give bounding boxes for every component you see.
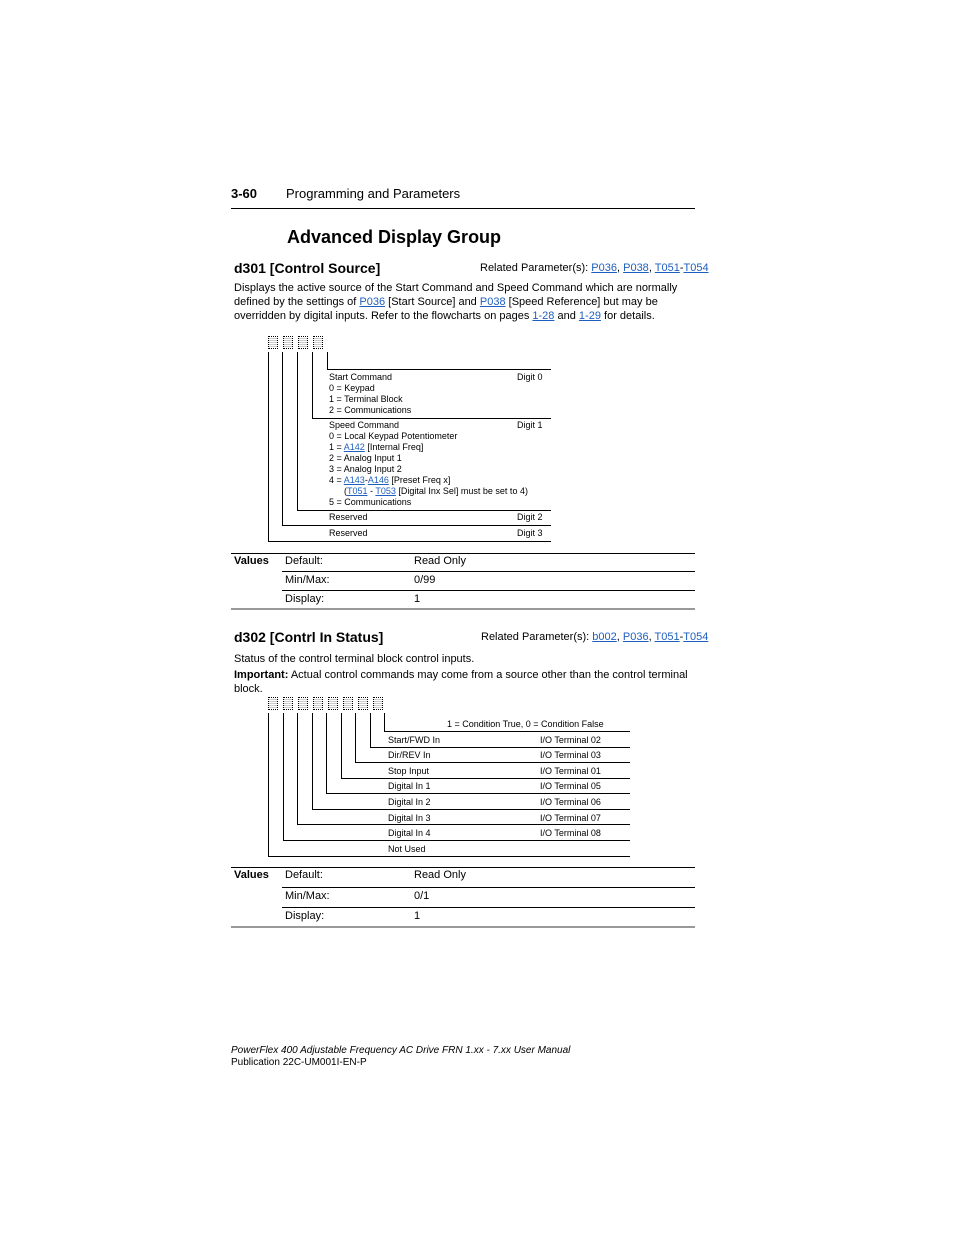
link-a142[interactable]: A142 — [343, 442, 365, 452]
digit3-label: Digit 3 — [517, 528, 543, 538]
link-a143[interactable]: A143 — [343, 475, 365, 485]
digit1-title: Speed Command — [329, 420, 400, 430]
d302-description: Status of the control terminal block control inputs. — [234, 653, 475, 665]
digit1-note: (T051 - T053 [Digital Inx Sel] must be set to 4) — [344, 486, 528, 496]
value-val: 0/99 — [414, 574, 436, 586]
digit1-opt: 4 = A143-A146 [Preset Freq x] — [329, 475, 451, 485]
bit-name: Digital In 1 — [388, 781, 431, 791]
digit3-title: Reserved — [329, 528, 368, 538]
digit0-title: Start Command — [329, 372, 393, 382]
bit-segment — [283, 697, 293, 710]
digit2-label: Digit 2 — [517, 512, 543, 522]
bit-name: Dir/REV In — [388, 750, 431, 760]
bit-segment — [358, 697, 368, 710]
link-t051[interactable]: T051 — [347, 486, 368, 496]
link-a146[interactable]: A146 — [367, 475, 389, 485]
value-key: Display: — [285, 910, 325, 922]
footer-manual-title: PowerFlex 400 Adjustable Frequency AC Drive FRN 1.xx - 7.xx User Manual — [231, 1045, 571, 1056]
bit-legend: 1 = Condition True, 0 = Condition False — [447, 719, 604, 729]
bit-name: Digital In 3 — [388, 813, 431, 823]
d302-important: Important: Actual control commands may come from a source other than the control terminal block. — [234, 669, 688, 695]
link-p038[interactable]: P038 — [479, 296, 506, 308]
values-label: Values — [234, 555, 269, 567]
bit-segment — [313, 697, 323, 710]
bit-segment — [328, 697, 338, 710]
link-t051[interactable]: T051 — [654, 262, 680, 274]
digit0-label: Digit 0 — [517, 372, 543, 382]
link-p036[interactable]: P036 — [591, 262, 617, 274]
digit-segment — [283, 336, 293, 349]
digit-segment — [268, 336, 278, 349]
digit1-opt: 2 = Analog Input 1 — [329, 453, 402, 463]
bit-terminal: I/O Terminal 08 — [540, 828, 601, 838]
bit-terminal: I/O Terminal 05 — [540, 781, 601, 791]
link-t051[interactable]: T051 — [654, 631, 680, 643]
link-t054[interactable]: T054 — [683, 631, 709, 643]
d301-related: Related Parameter(s): P036, P038, T051-T054 — [480, 262, 709, 274]
digit-segment — [313, 336, 323, 349]
d301-description: Displays the active source of the Start Command and Speed Command which are normally defined by the settings of P036 [Start Source] and P038 [Speed Reference] but may be overridden by digital inputs. Refer to the flowcharts on pages 1-28 and 1-29 for details. — [234, 282, 678, 322]
footer-publication: Publication 22C-UM001I-EN-P — [231, 1057, 367, 1068]
digit-display — [268, 336, 323, 349]
page-number: 3-60 — [231, 186, 258, 201]
bit-segment — [268, 697, 278, 710]
link-t053[interactable]: T053 — [375, 486, 396, 496]
value-val: 0/1 — [414, 890, 430, 902]
bit-terminal: I/O Terminal 07 — [540, 813, 601, 823]
link-p036[interactable]: P036 — [359, 296, 386, 308]
bit-name: Digital In 2 — [388, 797, 431, 807]
value-key: Default: — [285, 869, 323, 881]
digit1-label: Digit 1 — [517, 420, 543, 430]
bit-terminal: I/O Terminal 02 — [540, 735, 601, 745]
value-val: 1 — [414, 910, 421, 922]
bit-terminal: I/O Terminal 03 — [540, 750, 601, 760]
bit-terminal: I/O Terminal 06 — [540, 797, 601, 807]
section-title: Programming and Parameters — [286, 186, 461, 201]
bit-name: Digital In 4 — [388, 828, 431, 838]
bit-name: Not Used — [388, 844, 426, 854]
digit1-opt: 5 = Communications — [329, 497, 412, 507]
d301-title: d301 [Control Source] — [234, 260, 381, 276]
digit0-opt: 1 = Terminal Block — [329, 394, 403, 404]
value-key: Display: — [285, 593, 325, 605]
link-p036[interactable]: P036 — [622, 631, 649, 643]
digit1-opt: 1 = A142 [Internal Freq] — [329, 442, 424, 452]
link-t054[interactable]: T054 — [683, 262, 709, 274]
values-label: Values — [234, 869, 269, 881]
bit-segment — [298, 697, 308, 710]
bit-segment — [373, 697, 383, 710]
digit-segment — [298, 336, 308, 349]
bit-segment — [343, 697, 353, 710]
group-title: Advanced Display Group — [287, 227, 502, 247]
d302-title: d302 [Contrl In Status] — [234, 629, 384, 645]
d302-related: Related Parameter(s): b002, P036, T051-T054 — [481, 631, 709, 643]
digit1-opt: 0 = Local Keypad Potentiometer — [329, 431, 458, 441]
bit-name: Start/FWD In — [388, 735, 441, 745]
value-key: Default: — [285, 555, 323, 567]
related-label: Related Parameter(s): — [481, 631, 590, 643]
value-val: 1 — [414, 593, 421, 605]
header-rule — [231, 208, 695, 209]
value-key: Min/Max: — [285, 574, 330, 586]
digit0-opt: 2 = Communications — [329, 405, 412, 415]
digit0-opt: 0 = Keypad — [329, 383, 375, 393]
value-val: Read Only — [414, 555, 466, 567]
digit2-title: Reserved — [329, 512, 368, 522]
link-page-1-28[interactable]: 1-28 — [532, 310, 555, 322]
bit-display — [268, 697, 383, 710]
related-label: Related Parameter(s): — [480, 262, 589, 274]
link-b002[interactable]: b002 — [592, 631, 617, 643]
value-key: Min/Max: — [285, 890, 330, 902]
bit-terminal: I/O Terminal 01 — [540, 766, 601, 776]
bit-name: Stop Input — [388, 766, 430, 776]
link-page-1-29[interactable]: 1-29 — [578, 310, 601, 322]
digit1-opt: 3 = Analog Input 2 — [329, 464, 402, 474]
link-p038[interactable]: P038 — [623, 262, 649, 274]
value-val: Read Only — [414, 869, 466, 881]
